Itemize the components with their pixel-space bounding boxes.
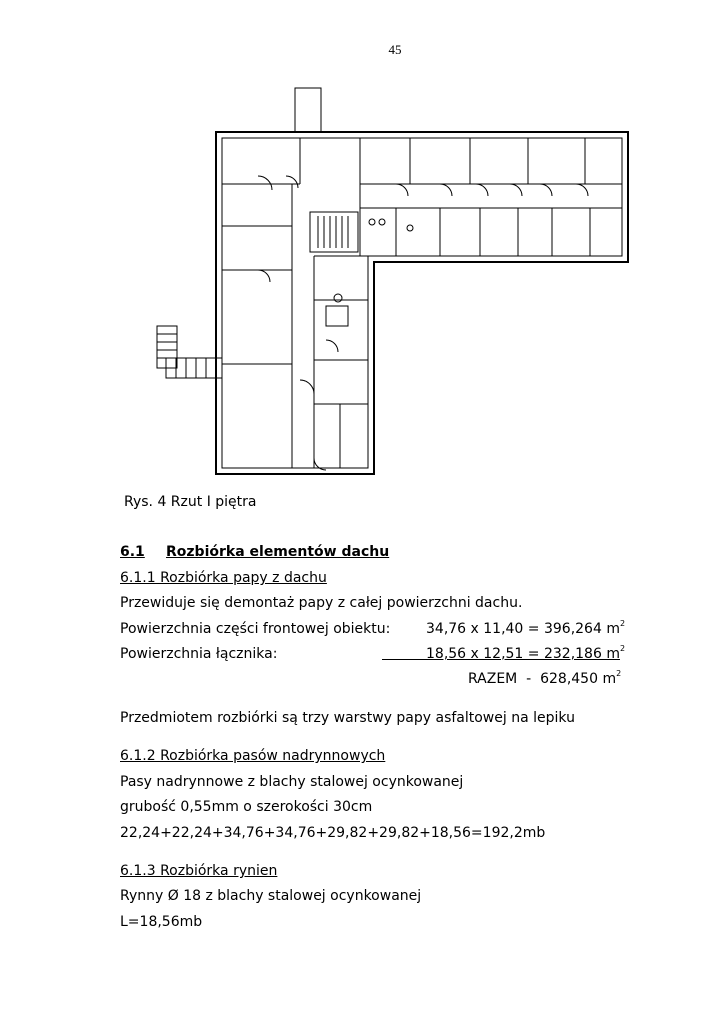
- paragraph: Pasy nadrynnowe z blachy stalowej ocynkowanej: [120, 774, 464, 790]
- figure-caption: Rys. 4 Rzut I piętra: [124, 494, 257, 510]
- subsection-heading: 6.1.2 Rozbiórka pasów nadrynnowych: [120, 748, 386, 764]
- paragraph: Przedmiotem rozbiórki są trzy warstwy papy asfaltowej na lepiku: [120, 710, 575, 726]
- paragraph: L=18,56mb: [120, 914, 203, 930]
- subsection-heading: 6.1.3 Rozbiórka rynien: [120, 863, 278, 879]
- paragraph: Rynny Ø 18 z blachy stalowej ocynkowanej: [120, 888, 422, 904]
- area-label-connector: Powierzchnia łącznika:: [120, 646, 278, 662]
- page-number: 45: [388, 42, 402, 57]
- section-number: 6.1: [120, 544, 145, 560]
- floor-plan-drawing: [0, 0, 728, 480]
- paragraph: 22,24+22,24+34,76+34,76+29,82+29,82+18,56=192,2mb: [120, 825, 546, 841]
- area-value-front: 34,76 x 11,40 = 396,264 $m^2$: [426, 619, 626, 637]
- subsection-heading: 6.1.1 Rozbiórka papy z dachu: [120, 570, 327, 586]
- outer-wall: [216, 132, 628, 474]
- area-total: RAZEM - 628,450 $m^2$: [468, 669, 622, 687]
- paragraph: Przewiduje się demontaż papy z całej powierzchni dachu.: [120, 595, 523, 611]
- chimney: [295, 88, 321, 132]
- area-value-connector: 18,56 x 12,51 = 232,186 $m^2$: [382, 645, 625, 663]
- area-label-front: Powierzchnia części frontowej obiektu:: [120, 621, 391, 637]
- section-title: Rozbiórka elementów dachu: [166, 544, 390, 560]
- inner-wall: [222, 138, 622, 468]
- paragraph: grubość 0,55mm o szerokości 30cm: [120, 799, 373, 815]
